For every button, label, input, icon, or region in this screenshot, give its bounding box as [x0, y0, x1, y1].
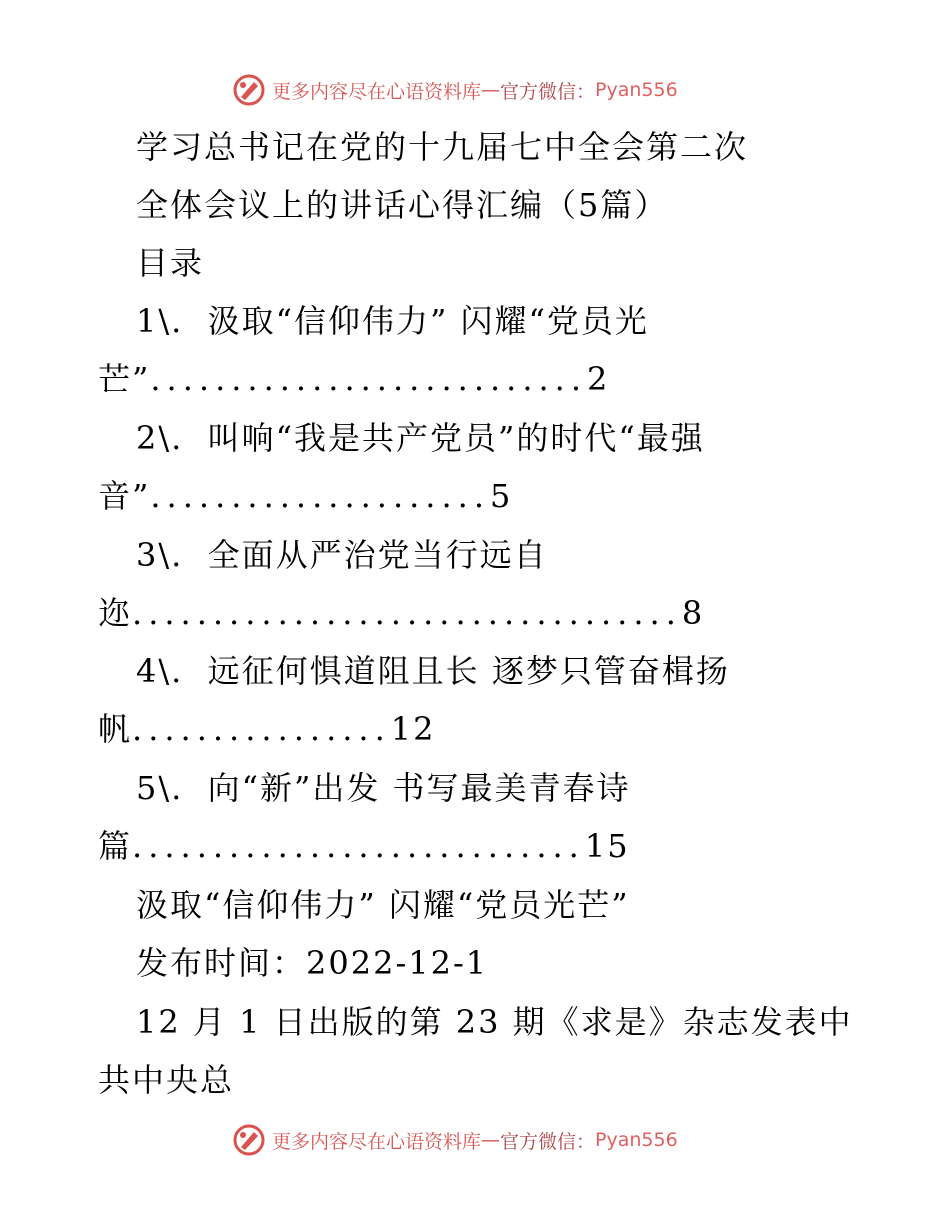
banner-text: 更多内容尽在心语资料库: [272, 1130, 482, 1153]
toc-item-title: 汲取“信仰伟力” 闪耀“党员光: [207, 302, 649, 340]
banner-wechat-label: 官方微信：: [500, 1130, 596, 1153]
toc-item-tail: 音”: [98, 477, 151, 515]
toc-item-dots: ..................................: [132, 594, 682, 632]
toc-item-number: 2\.: [136, 419, 184, 457]
toc-item-page: 12: [390, 710, 436, 748]
toc-heading: 目录: [136, 244, 205, 282]
toc-item-dots: ................: [132, 710, 391, 748]
toc-item-page: 2: [587, 360, 610, 398]
toc-item-dots: .....................: [150, 477, 490, 515]
toc-item-page: 8: [681, 594, 705, 632]
article-title: 汲取“信仰伟力” 闪耀“党员光芒”: [136, 886, 630, 924]
doc-title-line-2: 全体会议上的讲话心得汇编（5篇）: [136, 186, 669, 224]
brand-logo-icon: [232, 73, 266, 107]
toc-item-title: 叫响“我是共产党员”的时代“最强: [207, 419, 705, 457]
body-paragraph-line-2: 共中央总: [98, 1061, 235, 1099]
toc-item-5[interactable]: [136, 768, 631, 808]
toc-item-title: 全面从严治党当行远自: [207, 536, 548, 574]
toc-item-number: 4\.: [136, 652, 184, 690]
banner-wechat-label: 官方微信：: [500, 80, 596, 103]
toc-item-tail: 芒”: [98, 360, 151, 398]
body-paragraph-line-1: 12 月 1 日出版的第 23 期《求是》杂志发表中: [136, 1003, 853, 1041]
toc-item-dots: ...........................: [150, 360, 588, 398]
toc-item-2-leader[interactable]: [98, 476, 512, 516]
banner-wechat-id: Pyan556: [595, 79, 678, 101]
toc-item-4-leader[interactable]: [98, 709, 435, 749]
brand-logo-icon: [232, 1123, 266, 1157]
toc-item-5-leader[interactable]: [98, 826, 630, 866]
toc-item-number: 5\.: [136, 769, 184, 807]
toc-item-3[interactable]: [136, 535, 548, 575]
toc-item-1[interactable]: [136, 301, 649, 341]
publish-label: 发布时间：: [136, 944, 307, 982]
banner-dash: —: [481, 79, 501, 101]
banner-text: 更多内容尽在心语资料库: [272, 80, 482, 103]
publish-info: [136, 943, 488, 983]
toc-item-dots: ............................: [132, 827, 585, 865]
toc-item-title: 远征何惧道阻且长 逐梦只管奋楫扬: [207, 652, 730, 690]
toc-item-1-leader[interactable]: [98, 359, 609, 399]
publish-date: 2022-12-1: [306, 944, 489, 982]
banner-wechat-id: Pyan556: [595, 1129, 678, 1151]
toc-item-4[interactable]: [136, 651, 730, 691]
toc-item-number: 3\.: [136, 536, 184, 574]
toc-item-tail: 迩: [98, 594, 133, 632]
toc-item-tail: 篇: [98, 827, 133, 865]
toc-item-2[interactable]: [136, 418, 705, 458]
banner-dash: —: [481, 1129, 501, 1151]
doc-title-line-1: 学习总书记在党的十九届七中全会第二次: [136, 128, 749, 166]
watermark-banner-top: [232, 72, 678, 108]
watermark-banner-bottom: [232, 1122, 678, 1158]
toc-item-title: 向“新”出发 书写最美青春诗: [207, 769, 631, 807]
toc-item-tail: 帆: [98, 710, 133, 748]
toc-item-page: 15: [584, 827, 630, 865]
toc-item-number: 1\.: [136, 302, 184, 340]
toc-item-3-leader[interactable]: [98, 593, 704, 633]
toc-item-page: 5: [489, 477, 513, 515]
